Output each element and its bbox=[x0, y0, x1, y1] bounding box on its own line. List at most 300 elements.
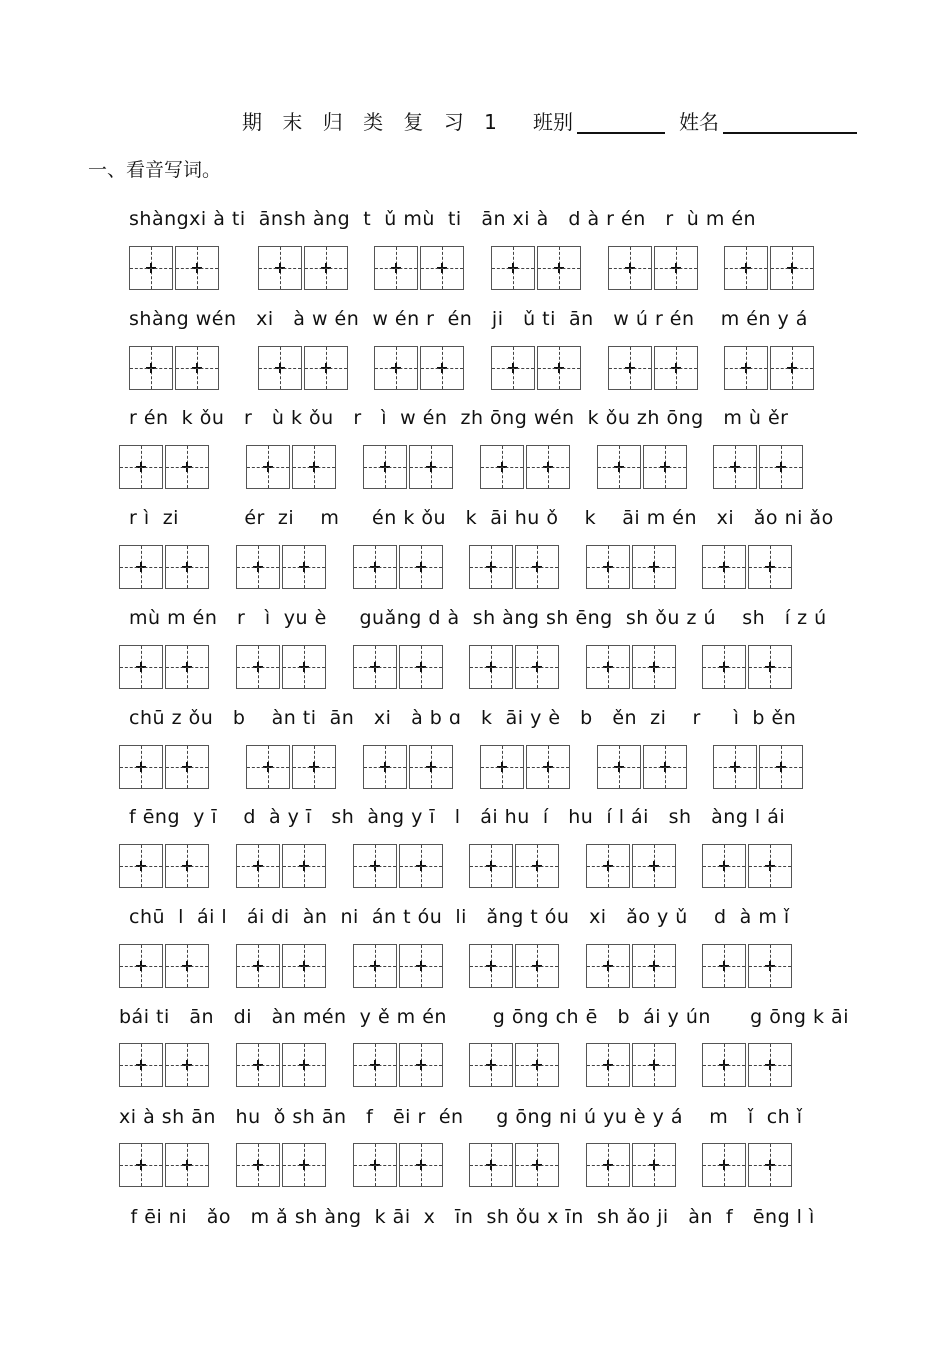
class-field-line[interactable] bbox=[577, 132, 665, 134]
tian-grid-cell[interactable] bbox=[759, 745, 803, 789]
tian-grid-cell[interactable] bbox=[165, 645, 209, 689]
tian-grid-cell[interactable] bbox=[353, 645, 397, 689]
grid-center-mark bbox=[299, 562, 309, 572]
word-box[interactable] bbox=[353, 1143, 445, 1189]
tian-grid-cell[interactable] bbox=[632, 645, 676, 689]
word-box[interactable] bbox=[597, 445, 689, 491]
tian-grid-cell[interactable] bbox=[469, 1143, 513, 1187]
tian-grid-cell[interactable] bbox=[526, 745, 570, 789]
tian-grid-cell[interactable] bbox=[515, 645, 559, 689]
word-box[interactable] bbox=[702, 844, 794, 890]
grid-center-mark bbox=[625, 363, 635, 373]
grid-center-mark bbox=[532, 1160, 542, 1170]
grid-center-mark bbox=[182, 462, 192, 472]
tian-grid-cell[interactable] bbox=[409, 445, 453, 489]
word-box[interactable] bbox=[119, 645, 211, 691]
grid-center-mark bbox=[299, 1160, 309, 1170]
tian-grid-cell[interactable] bbox=[654, 346, 698, 390]
grid-center-mark bbox=[426, 462, 436, 472]
grid-center-mark bbox=[370, 562, 380, 572]
grid-center-mark bbox=[136, 861, 146, 871]
grid-center-mark bbox=[136, 662, 146, 672]
tian-grid-cell[interactable] bbox=[702, 1143, 746, 1187]
tian-grid-cell[interactable] bbox=[399, 545, 443, 589]
grid-center-mark bbox=[136, 462, 146, 472]
word-box[interactable] bbox=[702, 645, 794, 691]
tian-grid-cell[interactable] bbox=[702, 545, 746, 589]
word-box[interactable] bbox=[724, 246, 816, 292]
tian-grid-cell[interactable] bbox=[632, 1143, 676, 1187]
grid-center-mark bbox=[416, 1060, 426, 1070]
tian-grid-cell[interactable] bbox=[282, 645, 326, 689]
grid-center-mark bbox=[719, 861, 729, 871]
grid-center-mark bbox=[321, 263, 331, 273]
pinyin-line: f ēng y ī d à y ī sh àng y ī l ái hu í hu í l ái sh àng l ái bbox=[129, 806, 786, 828]
tian-grid-cell[interactable] bbox=[515, 1143, 559, 1187]
tian-grid-cell[interactable] bbox=[353, 1143, 397, 1187]
tian-grid-cell[interactable] bbox=[654, 246, 698, 290]
tian-grid-cell[interactable] bbox=[770, 346, 814, 390]
word-box[interactable] bbox=[129, 246, 221, 292]
word-box[interactable] bbox=[119, 1143, 211, 1189]
grid-center-mark bbox=[649, 562, 659, 572]
tian-grid-cell[interactable] bbox=[165, 944, 209, 988]
tian-grid-cell[interactable] bbox=[119, 1043, 163, 1087]
word-box[interactable] bbox=[236, 545, 328, 591]
grid-center-mark bbox=[603, 1160, 613, 1170]
tian-grid-cell[interactable] bbox=[236, 645, 280, 689]
grid-center-mark bbox=[146, 263, 156, 273]
grid-center-mark bbox=[437, 263, 447, 273]
tian-grid-cell[interactable] bbox=[759, 445, 803, 489]
grid-center-mark bbox=[671, 363, 681, 373]
grid-center-mark bbox=[182, 1160, 192, 1170]
tian-grid-cell[interactable] bbox=[632, 944, 676, 988]
word-box[interactable] bbox=[469, 1043, 561, 1089]
tian-grid-cell[interactable] bbox=[119, 1143, 163, 1187]
tian-grid-cell[interactable] bbox=[420, 246, 464, 290]
word-box[interactable] bbox=[586, 1143, 678, 1189]
word-box[interactable] bbox=[119, 545, 211, 591]
tian-grid-cell[interactable] bbox=[632, 545, 676, 589]
tian-grid-cell[interactable] bbox=[363, 445, 407, 489]
tian-grid-cell[interactable] bbox=[236, 844, 280, 888]
tian-grid-cell[interactable] bbox=[282, 1043, 326, 1087]
grid-center-mark bbox=[370, 861, 380, 871]
grid-center-mark bbox=[416, 562, 426, 572]
word-box[interactable] bbox=[469, 844, 561, 890]
word-box[interactable] bbox=[491, 346, 583, 392]
grid-center-mark bbox=[391, 263, 401, 273]
tian-grid-cell[interactable] bbox=[119, 445, 163, 489]
word-box[interactable] bbox=[608, 246, 700, 292]
tian-grid-cell[interactable] bbox=[480, 445, 524, 489]
tian-grid-cell[interactable] bbox=[399, 844, 443, 888]
tian-grid-cell[interactable] bbox=[748, 1043, 792, 1087]
tian-grid-cell[interactable] bbox=[353, 944, 397, 988]
grid-center-mark bbox=[416, 861, 426, 871]
grid-center-mark bbox=[765, 562, 775, 572]
tian-grid-cell[interactable] bbox=[469, 645, 513, 689]
tian-grid-cell[interactable] bbox=[175, 346, 219, 390]
grid-center-mark bbox=[309, 762, 319, 772]
grid-center-mark bbox=[603, 1060, 613, 1070]
grid-center-mark bbox=[391, 363, 401, 373]
class-label: 班别 bbox=[533, 110, 573, 134]
tian-grid-cell[interactable] bbox=[236, 1143, 280, 1187]
grid-center-mark bbox=[299, 861, 309, 871]
tian-grid-cell[interactable] bbox=[586, 844, 630, 888]
word-box[interactable] bbox=[469, 1143, 561, 1189]
tian-grid-cell[interactable] bbox=[420, 346, 464, 390]
grid-center-mark bbox=[486, 562, 496, 572]
word-box[interactable] bbox=[469, 944, 561, 990]
grid-center-mark bbox=[532, 861, 542, 871]
tian-grid-cell[interactable] bbox=[480, 745, 524, 789]
grid-center-mark bbox=[554, 363, 564, 373]
grid-center-mark bbox=[741, 363, 751, 373]
grid-center-mark bbox=[182, 961, 192, 971]
word-box[interactable] bbox=[586, 844, 678, 890]
word-box[interactable] bbox=[469, 545, 561, 591]
pinyin-line: chū z ǒu b àn ti ān xi à b ɑ k āi y è b ěn zi r ì b ěn bbox=[129, 707, 797, 729]
tian-grid-cell[interactable] bbox=[399, 645, 443, 689]
tian-grid-cell[interactable] bbox=[597, 445, 641, 489]
tian-grid-cell[interactable] bbox=[129, 246, 173, 290]
grid-center-mark bbox=[765, 1060, 775, 1070]
grid-center-mark bbox=[508, 363, 518, 373]
tian-grid-cell[interactable] bbox=[469, 545, 513, 589]
tian-grid-cell[interactable] bbox=[702, 844, 746, 888]
tian-grid-cell[interactable] bbox=[491, 346, 535, 390]
word-box[interactable] bbox=[236, 645, 328, 691]
grid-center-mark bbox=[497, 462, 507, 472]
word-box[interactable] bbox=[586, 545, 678, 591]
tian-grid-cell[interactable] bbox=[258, 346, 302, 390]
grid-center-mark bbox=[426, 762, 436, 772]
word-box[interactable] bbox=[374, 246, 466, 292]
tian-grid-cell[interactable] bbox=[165, 545, 209, 589]
tian-grid-cell[interactable] bbox=[119, 545, 163, 589]
tian-grid-cell[interactable] bbox=[537, 346, 581, 390]
word-box[interactable] bbox=[236, 944, 328, 990]
word-box[interactable] bbox=[353, 545, 445, 591]
tian-grid-cell[interactable] bbox=[119, 745, 163, 789]
tian-grid-cell[interactable] bbox=[246, 445, 290, 489]
grid-center-mark bbox=[787, 263, 797, 273]
grid-center-mark bbox=[719, 961, 729, 971]
tian-grid-cell[interactable] bbox=[304, 346, 348, 390]
tian-grid-cell[interactable] bbox=[515, 844, 559, 888]
word-box[interactable] bbox=[480, 445, 572, 491]
grid-center-mark bbox=[253, 1060, 263, 1070]
tian-grid-cell[interactable] bbox=[292, 445, 336, 489]
grid-center-mark bbox=[603, 861, 613, 871]
tian-grid-cell[interactable] bbox=[597, 745, 641, 789]
page-title: 期 末 归 类 复 习 1 bbox=[242, 110, 504, 134]
word-box[interactable] bbox=[363, 745, 455, 791]
tian-grid-cell[interactable] bbox=[236, 944, 280, 988]
tian-grid-cell[interactable] bbox=[399, 944, 443, 988]
word-box[interactable] bbox=[258, 346, 350, 392]
grid-center-mark bbox=[136, 762, 146, 772]
tian-grid-cell[interactable] bbox=[748, 545, 792, 589]
grid-center-mark bbox=[192, 363, 202, 373]
grid-center-mark bbox=[299, 961, 309, 971]
word-box[interactable] bbox=[236, 1043, 328, 1089]
tian-grid-cell[interactable] bbox=[119, 944, 163, 988]
grid-center-mark bbox=[486, 662, 496, 672]
tian-grid-cell[interactable] bbox=[236, 545, 280, 589]
grid-center-mark bbox=[182, 861, 192, 871]
word-box[interactable] bbox=[586, 944, 678, 990]
worksheet-header bbox=[0, 106, 950, 136]
word-box[interactable] bbox=[119, 1043, 211, 1089]
tian-grid-cell[interactable] bbox=[724, 246, 768, 290]
pinyin-line: shàngxi à ti ānsh àng t ǔ mù ti ān xi à d à r én r ù m én bbox=[129, 208, 757, 230]
tian-grid-cell[interactable] bbox=[724, 346, 768, 390]
tian-grid-cell[interactable] bbox=[469, 1043, 513, 1087]
tian-grid-cell[interactable] bbox=[643, 745, 687, 789]
grid-center-mark bbox=[182, 1060, 192, 1070]
grid-center-mark bbox=[508, 263, 518, 273]
grid-center-mark bbox=[182, 662, 192, 672]
grid-center-mark bbox=[603, 662, 613, 672]
grid-center-mark bbox=[554, 263, 564, 273]
tian-grid-cell[interactable] bbox=[175, 246, 219, 290]
grid-center-mark bbox=[253, 961, 263, 971]
word-box[interactable] bbox=[119, 445, 211, 491]
word-box[interactable] bbox=[353, 944, 445, 990]
tian-grid-cell[interactable] bbox=[165, 1043, 209, 1087]
tian-grid-cell[interactable] bbox=[748, 844, 792, 888]
grid-center-mark bbox=[370, 1160, 380, 1170]
grid-center-mark bbox=[719, 1060, 729, 1070]
tian-grid-cell[interactable] bbox=[515, 545, 559, 589]
tian-grid-cell[interactable] bbox=[119, 844, 163, 888]
grid-center-mark bbox=[416, 961, 426, 971]
grid-center-mark bbox=[253, 662, 263, 672]
grid-center-mark bbox=[776, 462, 786, 472]
grid-center-mark bbox=[614, 762, 624, 772]
tian-grid-cell[interactable] bbox=[632, 1043, 676, 1087]
pinyin-line: r én k ǒu r ù k ǒu r ì w én zh ōng wén k ǒu zh ōng m ù ěr bbox=[129, 407, 789, 429]
tian-grid-cell[interactable] bbox=[586, 1043, 630, 1087]
tian-grid-cell[interactable] bbox=[246, 745, 290, 789]
grid-center-mark bbox=[532, 662, 542, 672]
tian-grid-cell[interactable] bbox=[292, 745, 336, 789]
grid-center-mark bbox=[532, 562, 542, 572]
tian-grid-cell[interactable] bbox=[643, 445, 687, 489]
grid-center-mark bbox=[649, 861, 659, 871]
grid-center-mark bbox=[765, 1160, 775, 1170]
grid-center-mark bbox=[603, 562, 613, 572]
word-box[interactable] bbox=[724, 346, 816, 392]
grid-center-mark bbox=[486, 1160, 496, 1170]
tian-grid-cell[interactable] bbox=[282, 1143, 326, 1187]
word-box[interactable] bbox=[702, 545, 794, 591]
tian-grid-cell[interactable] bbox=[282, 844, 326, 888]
grid-center-mark bbox=[370, 961, 380, 971]
tian-grid-cell[interactable] bbox=[515, 944, 559, 988]
word-box[interactable] bbox=[702, 1043, 794, 1089]
grid-center-mark bbox=[497, 762, 507, 772]
word-box[interactable] bbox=[236, 1143, 328, 1189]
tian-grid-cell[interactable] bbox=[374, 346, 418, 390]
tian-grid-cell[interactable] bbox=[491, 246, 535, 290]
grid-center-mark bbox=[671, 263, 681, 273]
tian-grid-cell[interactable] bbox=[469, 844, 513, 888]
grid-center-mark bbox=[309, 462, 319, 472]
word-box[interactable] bbox=[480, 745, 572, 791]
word-box[interactable] bbox=[713, 745, 805, 791]
tian-grid-cell[interactable] bbox=[165, 445, 209, 489]
word-box[interactable] bbox=[469, 645, 561, 691]
word-box[interactable] bbox=[702, 944, 794, 990]
word-box[interactable] bbox=[353, 844, 445, 890]
grid-center-mark bbox=[776, 762, 786, 772]
tian-grid-cell[interactable] bbox=[770, 246, 814, 290]
tian-grid-cell[interactable] bbox=[586, 645, 630, 689]
word-box[interactable] bbox=[491, 246, 583, 292]
tian-grid-cell[interactable] bbox=[304, 246, 348, 290]
tian-grid-cell[interactable] bbox=[608, 346, 652, 390]
word-box[interactable] bbox=[236, 844, 328, 890]
tian-grid-cell[interactable] bbox=[608, 246, 652, 290]
word-box[interactable] bbox=[246, 445, 338, 491]
grid-center-mark bbox=[765, 961, 775, 971]
tian-grid-cell[interactable] bbox=[702, 645, 746, 689]
tian-grid-cell[interactable] bbox=[399, 1043, 443, 1087]
tian-grid-cell[interactable] bbox=[713, 745, 757, 789]
word-box[interactable] bbox=[119, 745, 211, 791]
grid-center-mark bbox=[416, 662, 426, 672]
tian-grid-cell[interactable] bbox=[374, 246, 418, 290]
tian-grid-cell[interactable] bbox=[526, 445, 570, 489]
grid-center-mark bbox=[192, 263, 202, 273]
pinyin-line: chū l ái l ái di àn ni án t óu li ǎng t óu xi ǎo y ǔ d à m ǐ bbox=[129, 906, 790, 928]
grid-center-mark bbox=[649, 961, 659, 971]
grid-center-mark bbox=[660, 762, 670, 772]
tian-grid-cell[interactable] bbox=[702, 1043, 746, 1087]
word-box[interactable] bbox=[374, 346, 466, 392]
tian-grid-cell[interactable] bbox=[748, 645, 792, 689]
grid-center-mark bbox=[603, 961, 613, 971]
section-heading: 一、看音写词。 bbox=[88, 159, 222, 181]
tian-grid-cell[interactable] bbox=[165, 844, 209, 888]
tian-grid-cell[interactable] bbox=[353, 545, 397, 589]
tian-grid-cell[interactable] bbox=[748, 944, 792, 988]
name-label: 姓名 bbox=[679, 110, 719, 134]
tian-grid-cell[interactable] bbox=[515, 1043, 559, 1087]
tian-grid-cell[interactable] bbox=[537, 246, 581, 290]
grid-center-mark bbox=[136, 1060, 146, 1070]
word-box[interactable] bbox=[258, 246, 350, 292]
word-box[interactable] bbox=[119, 944, 211, 990]
grid-center-mark bbox=[787, 363, 797, 373]
pinyin-line: mù m én r ì yu è guǎng d à sh àng sh ēng sh ǒu z ú sh í z ú bbox=[129, 607, 827, 629]
tian-grid-cell[interactable] bbox=[236, 1043, 280, 1087]
grid-center-mark bbox=[614, 462, 624, 472]
tian-grid-cell[interactable] bbox=[586, 1143, 630, 1187]
grid-center-mark bbox=[730, 462, 740, 472]
grid-center-mark bbox=[730, 762, 740, 772]
tian-grid-cell[interactable] bbox=[282, 944, 326, 988]
grid-center-mark bbox=[543, 762, 553, 772]
grid-center-mark bbox=[275, 263, 285, 273]
grid-center-mark bbox=[321, 363, 331, 373]
tian-grid-cell[interactable] bbox=[586, 545, 630, 589]
word-box[interactable] bbox=[586, 1043, 678, 1089]
grid-center-mark bbox=[380, 462, 390, 472]
word-box[interactable] bbox=[713, 445, 805, 491]
grid-center-mark bbox=[649, 1160, 659, 1170]
grid-center-mark bbox=[253, 1160, 263, 1170]
grid-center-mark bbox=[416, 1160, 426, 1170]
tian-grid-cell[interactable] bbox=[129, 346, 173, 390]
tian-grid-cell[interactable] bbox=[165, 745, 209, 789]
tian-grid-cell[interactable] bbox=[469, 944, 513, 988]
tian-grid-cell[interactable] bbox=[282, 545, 326, 589]
word-box[interactable] bbox=[246, 745, 338, 791]
tian-grid-cell[interactable] bbox=[363, 745, 407, 789]
tian-grid-cell[interactable] bbox=[353, 844, 397, 888]
pinyin-line: r ì zi ér zi m én k ǒu k āi hu ǒ k āi m én xi ǎo ni ǎo bbox=[129, 507, 834, 529]
grid-center-mark bbox=[370, 1060, 380, 1070]
grid-center-mark bbox=[719, 1160, 729, 1170]
grid-center-mark bbox=[182, 562, 192, 572]
grid-center-mark bbox=[437, 363, 447, 373]
grid-center-mark bbox=[765, 861, 775, 871]
tian-grid-cell[interactable] bbox=[713, 445, 757, 489]
word-box[interactable] bbox=[129, 346, 221, 392]
tian-grid-cell[interactable] bbox=[353, 1043, 397, 1087]
tian-grid-cell[interactable] bbox=[409, 745, 453, 789]
grid-center-mark bbox=[136, 562, 146, 572]
grid-center-mark bbox=[380, 762, 390, 772]
word-box[interactable] bbox=[119, 844, 211, 890]
tian-grid-cell[interactable] bbox=[399, 1143, 443, 1187]
word-box[interactable] bbox=[353, 645, 445, 691]
grid-center-mark bbox=[299, 1060, 309, 1070]
tian-grid-cell[interactable] bbox=[586, 944, 630, 988]
word-box[interactable] bbox=[363, 445, 455, 491]
word-box[interactable] bbox=[353, 1043, 445, 1089]
tian-grid-cell[interactable] bbox=[119, 645, 163, 689]
tian-grid-cell[interactable] bbox=[258, 246, 302, 290]
pinyin-line: shàng wén xi à w én w én r én ji ǔ ti ān w ú r én m én y á bbox=[129, 308, 808, 330]
word-box[interactable] bbox=[586, 645, 678, 691]
grid-center-mark bbox=[543, 462, 553, 472]
word-box[interactable] bbox=[597, 745, 689, 791]
grid-center-mark bbox=[263, 462, 273, 472]
tian-grid-cell[interactable] bbox=[632, 844, 676, 888]
word-box[interactable] bbox=[608, 346, 700, 392]
tian-grid-cell[interactable] bbox=[165, 1143, 209, 1187]
grid-center-mark bbox=[625, 263, 635, 273]
word-box[interactable] bbox=[702, 1143, 794, 1189]
grid-center-mark bbox=[275, 363, 285, 373]
tian-grid-cell[interactable] bbox=[748, 1143, 792, 1187]
tian-grid-cell[interactable] bbox=[702, 944, 746, 988]
grid-center-mark bbox=[660, 462, 670, 472]
grid-center-mark bbox=[765, 662, 775, 672]
pinyin-line: bái ti ān di àn mén y ě m én g ōng ch ē b ái y ún g ōng k āi bbox=[119, 1006, 849, 1028]
grid-center-mark bbox=[741, 263, 751, 273]
grid-center-mark bbox=[719, 662, 729, 672]
name-field-line[interactable] bbox=[723, 132, 857, 134]
grid-center-mark bbox=[486, 1060, 496, 1070]
